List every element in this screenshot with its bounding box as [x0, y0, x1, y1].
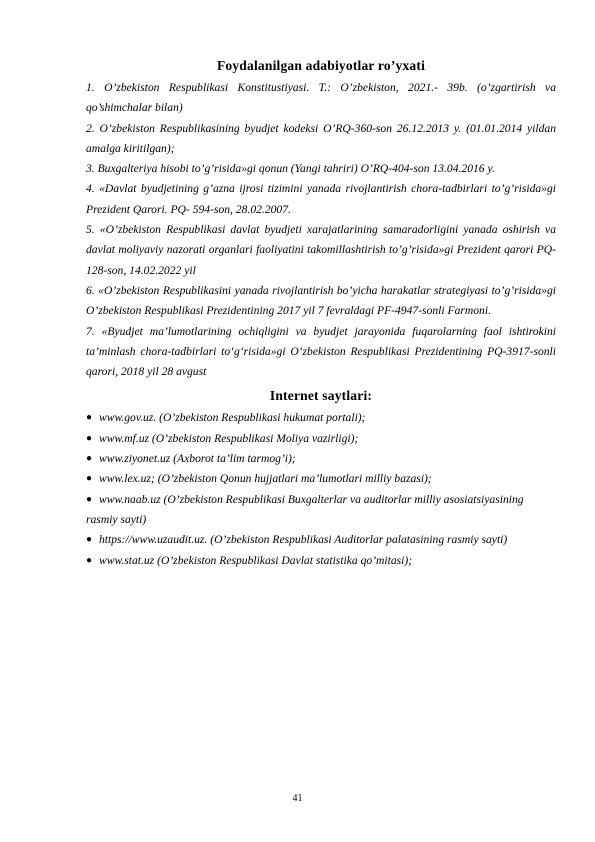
- bullet-icon: ●: [86, 534, 93, 546]
- page-number: 41: [292, 793, 303, 804]
- website-text: www.lex.uz; (O’zbekiston Qonun hujjatlari ma’lumotlari milliy bazasi);: [99, 472, 432, 486]
- website-item: [86, 490, 556, 531]
- website-text: https://www.uzaudit.uz. (O’zbekiston Respublikasi Auditorlar palatasining rasmiy sayti): [99, 533, 508, 547]
- website-item: [86, 530, 556, 550]
- bullet-icon: ●: [86, 493, 93, 505]
- website-item: [86, 429, 556, 449]
- reference-item-5: 5. «O’zbekiston Respublikasi davlat byudjeti xarajatlarining samaradorligini yanada oshirish va davlat moliyaviy nazorati organlari faoliyatini takomillashtirish to’g’risida»gi Prezident qarori PQ-128-son, 14.02.2022 yil: [86, 223, 556, 277]
- references-title: Foydalanilgan adabiyotlar ro’yxati: [216, 58, 426, 73]
- reference-item-4: 4. «Davlat byudjetining g’azna ijrosi tizimini yanada rivojlantirish chora-tadbirlari to’g’risida»gi Prezident Qarori. PQ- 594-son, 28.02.2007.: [86, 182, 556, 216]
- reference-item-6: 6. «O’zbekiston Respublikasini yanada rivojlantirish bo’yicha harakatlar strategiyasi to’g’risida»gi O’zbekiston Respublikasi Prezidentining 2017 yil 7 fevraldagi PF-4947-sonli Farmoni.: [86, 283, 556, 318]
- bullet-icon: ●: [86, 432, 93, 444]
- bullet-icon: ●: [86, 453, 93, 465]
- reference-item-1: 1. O’zbekiston Respublikasi Konstitustiyasi. T.: O’zbekiston, 2021.- 39b. (o’zgartirish va qo’shimchalar bilan): [86, 81, 556, 115]
- websites-title: Internet saytlari:: [269, 388, 373, 404]
- website-text: www.gov.uz. (O’zbekiston Respublikasi hukumat portali);: [99, 411, 366, 425]
- website-item: [86, 469, 556, 489]
- websites-list: [86, 408, 556, 570]
- website-item: [86, 449, 556, 469]
- website-text: www.naab.uz (O’zbekiston Respublikasi Buxgalterlar va auditorlar milliy asosiatsiyasining rasmiy sayti): [86, 492, 524, 526]
- website-text: www.stat.uz (O’zbekiston Respublikasi Davlat statistika qo’mitasi);: [99, 553, 413, 567]
- reference-item-2: 2. O’zbekiston Respublikasining byudjet kodeksi O’RQ-360-son 26.12.2013 y. (01.01.2014 yildan amalga kiritilgan);: [86, 121, 556, 155]
- reference-item-3: 3. Buxgalteriya hisobi to’g’risida»gi qonun (Yangi tahriri) O’RQ-404-son 13.04.2016 y.: [86, 162, 495, 176]
- website-text: www.ziyonet.uz (Axborot ta’lim tarmog’i);: [99, 452, 296, 466]
- website-text: www.mf.uz (O’zbekiston Respublikasi Moliya vazirligi);: [99, 431, 359, 445]
- reference-item-7: 7. «Byudjet ma’lumotlarining ochiqligini va byudjet jarayonida fuqarolarning faol ishtirokini ta’minlash chora-tadbirlari to‘g‘risida»gi O‘zbekiston Respublikasi Prezidentining PQ-3917-sonli qarori, 2018 yil 28 avgust: [86, 324, 556, 379]
- website-item: [86, 408, 556, 428]
- bullet-icon: ●: [86, 412, 93, 424]
- bullet-icon: ●: [86, 473, 93, 485]
- document-page: [86, 52, 556, 571]
- website-item: [86, 551, 556, 571]
- bullet-icon: ●: [86, 554, 93, 566]
